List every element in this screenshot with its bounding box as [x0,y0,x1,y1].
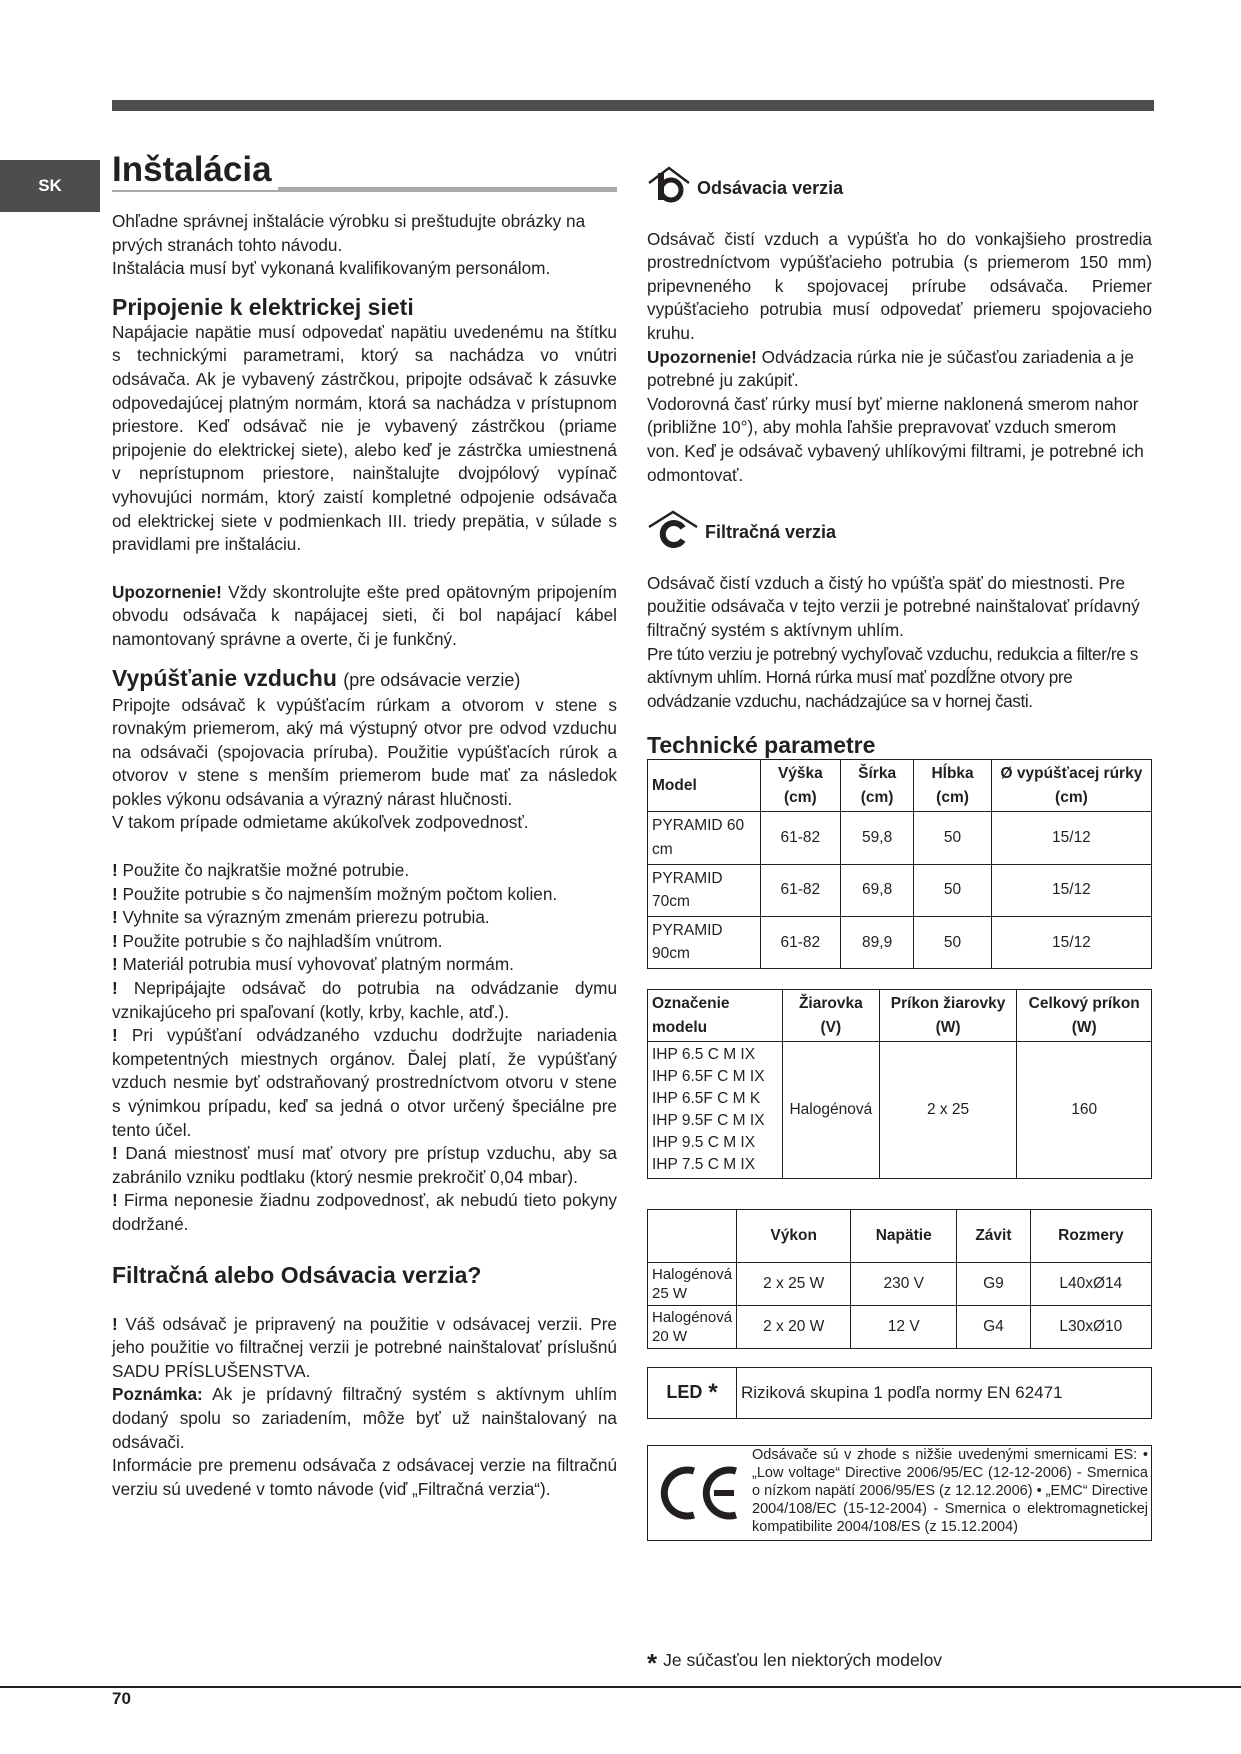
filter-text: Odsávač čistí vzduch a čistý ho vpúšťa späť do miestnosti. Pre použitie odsávača v tejto verzii je potrebné nainštalovať prídavný filtračný systém s aktívnym uhlím. [647,572,1140,640]
section-electric-text: Napájacie napätie musí odpovedať napätiu uvedenému na štítku s technickými parametrami, ktorý sa nachádza vo vnútri odsávača. Ak je vybavený zástrčkou, pripojte odsávač k zásuvke odpovedajúcej platným normám, ktorá sa nachádza v prístupnom priestore. Keď odsávač nie je vybavený zástrčkou (priame pripojenie do elektrickej siete), alebo keď je zástrčka umiestnená v neprístupnom priestore, nainštalujte dvojpólový vypínač vyhovujúci normám, ktorý zaistí kompletné odpojenie odsávača od elektrickej siete v podmienkach III. triedy prepätia, v súlade s pravidlami pre inštaláciu. [112,321,617,555]
table-header: Ø vypúšťacej rúrky (cm) [991,760,1151,812]
ce-mark-icon [648,1446,752,1540]
exhaust-heading [647,165,1152,212]
ce-conformity-box [647,1445,1152,1541]
exhaust-warning [647,346,1152,393]
list-item: ! Použite potrubie s čo najmenším možným počtom kolien. [112,883,558,904]
list-item: ! Použite čo najkratšie možné potrubie. [112,860,410,881]
table-row: PYRAMID 90cm 61-82 89,9 50 15/12 [648,916,1152,968]
warning-label: Upozornenie! [647,346,757,367]
list-item: ! Firma neponesie žiadnu zodpovednosť, ak nebudú tieto pokyny dodržané. [112,1190,617,1234]
dimensions-table [647,759,1152,969]
exhaust-version-icon [647,165,691,212]
table-header: Žiarovka (V) [783,990,880,1042]
exhaust-text: Odsávač čistí vzduch a vypúšťa ho do vonkajšieho prostredia prostredníctvom vypúšťacieho potrubia (s priemerom 150 mm) pripevneného k spojovacej prírube odsávača. Priemer vypúšťacieho potrubia musí odpovedať priemeru spojovacieho kruhu. [647,228,1152,343]
table-cell: Halogénová [783,1042,880,1179]
table-header: Hĺbka (cm) [914,760,992,812]
table-row: PYRAMID 70cm 61-82 69,8 50 15/12 [648,864,1152,916]
tech-title: Technické parametre [647,732,876,759]
table-row: Halogénová 20 W 2 x 20 W 12 V G4 L30xØ10 [648,1306,1152,1349]
list-item: ! Vyhnite sa výrazným zmenám prierezu potrubia. [112,907,490,928]
section-version-title: Filtračná alebo Odsávacia verzia? [112,1261,482,1288]
section-exhaust-text: Pripojte odsávač k vypúšťacím rúrkam a otvorom v stene s rovnakým priemerom, aký má výstupný otvor pre odvod vzduchu na odsávači (spojovacia príruba). Použitie vypúšťacích rúrok a otvorov v stene s menším priemerom bude mať za následok pokles výkonu odsávania a výrazný nárast hlučnosti. [112,694,617,809]
table-header: Označenie modelu [648,990,783,1042]
table-header-row [648,990,1152,1042]
list-item: ! Nepripájajte odsávač do potrubia na odvádzanie dymu vznikajúceho pri spaľovaní (kotly, krby, kachle, atď.). [112,978,618,1022]
footnote: * Je súčasťou len niektorých modelov [647,1648,943,1678]
intro-line-2: Inštalácia musí byť vykonaná kvalifikovaným personálom. [112,258,551,279]
ce-text: Odsávače sú v zhode s nižšie uvedenými smernicami ES: • „Low voltage“ Directive 2006/95/EC (12-12-2006) - Smernica o nízkom napätí 2006/95/ES (z 12.12.2006) • „EMC“ Directive 2004/108/EC (15-12-2004) - Smernica o elektromagnetickej kompatibilite 2004/108/ES (z 15.12.2004) [752,1447,1148,1536]
table-header: Celkový príkon (W) [1017,990,1152,1042]
list-item: ! Daná miestnosť musí mať otvory pre prístup vzduchu, aby sa zabránilo vzniku podtlaku (ktorý nesmie prekročiť 0,04 mbar). [112,1143,617,1187]
bottom-rule [0,1686,1241,1688]
section-exhaust-disclaimer: V takom prípade odmietame akúkoľvek zodpovednosť. [112,812,529,833]
section-version-text: ! Váš odsávač je pripravený na použitie v odsávacej verzii. Pre jeho použitie vo filtračnej verzii je potrebné nainštalovať príslušnú SADU PRÍSLUŠENSTVA. [112,1313,617,1381]
led-label: LED * [648,1368,737,1418]
table-header: Výkon [737,1210,851,1263]
lamp-models-table [647,989,1152,1179]
table-header: Závit [957,1210,1031,1263]
exhaust-text-2: Vodorovná časť rúrky musí byť mierne naklonená smerom nahor (približne 10°), aby mohla ľahšie prepravovať vzduch smerom von. Keď je odsávač vybavený uhlíkovými filtrami, je potrebné ich odmontovať. [647,393,1144,485]
table-header: Výška (cm) [760,760,840,812]
table-header: Šírka (cm) [840,760,913,812]
note-text: Ak je prídavný filtračný systém s aktívnym uhlím dodaný spolu so zariadením, môže byť už nainštalovaný na odsávači. [112,1384,617,1452]
section-version-note [112,1383,617,1454]
exhaust-version-title: Odsávacia verzia [697,177,844,198]
language-tab: SK [0,160,100,212]
warning-text: Odvádzacia rúrka nie je súčasťou zariadenia a je potrebné ju zakúpiť. [647,346,1134,391]
page-title: Inštalácia [112,150,278,190]
note-label: Poznámka: [112,1384,203,1405]
warning-label: Upozornenie! [112,581,222,602]
table-header-row [648,1210,1152,1263]
section-exhaust-title [112,664,617,694]
table-header [648,1210,737,1263]
filter-version-title: Filtračná verzia [705,521,837,542]
table-header: Rozmery [1030,1210,1151,1263]
section-exhaust-title-main: Vypúšťanie vzduchu [112,664,337,691]
top-rule [112,100,1154,111]
section-electric-title: Pripojenie k elektrickej sieti [112,293,414,320]
table-header-row [648,760,1152,812]
filter-version-icon [647,509,699,556]
led-risk-box [647,1367,1152,1419]
warning-text: Vždy skontrolujte ešte pred opätovným pripojením obvodu odsávača k napájacej sieti, či bol napájací kábel namontovaný správne a overte, či je funkčný. [112,581,617,649]
table-header: Model [648,760,761,812]
led-risk-text: Riziková skupina 1 podľa normy EN 62471 [741,1383,1063,1403]
table-cell: 2 x 25 [879,1042,1017,1179]
table-header: Príkon žiarovky (W) [879,990,1017,1042]
list-item: ! Pri vypúšťaní odvádzaného vzduchu dodržujte nariadenia kompetentných miestnych orgánov. Ďalej platí, že vypúšťaný vzduch nesmie byť odstraňovaný prostredníctvom otvoru v stene s výnimkou prípadu, keď sa jedná o otvor určený špeciálne pre tento účel. [112,1025,617,1140]
intro-line-1: Ohľadne správnej inštalácie výrobku si preštudujte obrázky na prvých stranách tohto návodu. [112,211,586,255]
filter-text-2: Pre túto verziu je potrebný vychyľovač vzduchu, redukcia a filter/re s aktívnym uhlím. Horná rúrka musí mať pozdĺžne otvory pre odvádzanie vzduchu, nachádzajúce sa v hornej časti. [647,643,1138,711]
left-column [112,150,617,1501]
section-version-info: Informácie pre premenu odsávača z odsávacej verzie na filtračnú verziu sú uvedené v tomto návode (viď „Filtračná verzia“). [112,1455,617,1499]
section-electric-warning [112,581,617,652]
model-list: IHP 6.5 C M IX IHP 6.5F C M IX IHP 6.5F C M K IHP 9.5F C M IX IHP 9.5 C M IX IHP 7.5 C M IX [648,1042,783,1179]
list-item: ! Materiál potrubia musí vyhovovať platným normám. [112,954,514,975]
list-item: ! Použite potrubie s čo najhladším vnútrom. [112,930,443,951]
table-header: Napätie [851,1210,957,1263]
section-exhaust-title-note: (pre odsávacie verzie) [343,669,521,690]
right-column [647,165,1152,1541]
table-row [648,1042,1152,1179]
table-row: PYRAMID 60 cm 61-82 59,8 50 15/12 [648,812,1152,864]
filter-heading [647,509,1152,556]
bulb-specs-table [647,1209,1152,1349]
table-cell: 160 [1017,1042,1152,1179]
table-row: Halogénová 25 W 2 x 25 W 230 V G9 L40xØ14 [648,1263,1152,1306]
title-row [112,150,617,200]
page-number: 70 [112,1689,131,1708]
